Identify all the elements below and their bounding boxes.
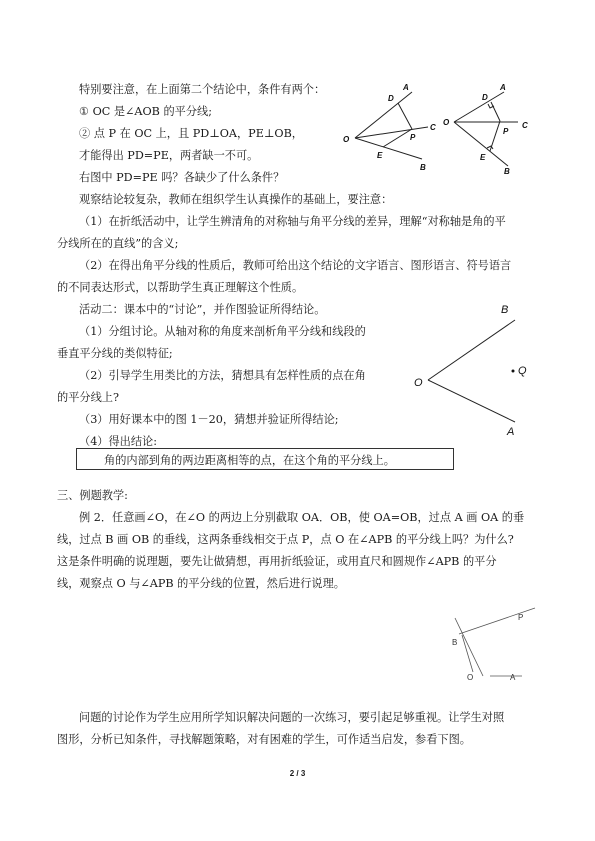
fig1-label-d: D bbox=[388, 94, 394, 103]
text-line: 才能得出 PD=PE，两者缺一不可。 bbox=[79, 149, 259, 162]
fig2-label-c: C bbox=[522, 121, 528, 130]
point-q-dot bbox=[512, 370, 515, 373]
text-line: 例 2．任意画∠O，在∠O 的两边上分别截取 OA．OB，使 OA=OB，过点 A 画 OA 的垂 bbox=[79, 511, 525, 524]
text-line: （4）得出结论: bbox=[79, 435, 158, 448]
figure-angle-bisector-1 bbox=[340, 80, 445, 175]
fig4-label-b: B bbox=[452, 638, 458, 647]
fig3-label-q: Q bbox=[518, 365, 527, 377]
figure-angle-point-q bbox=[405, 300, 545, 440]
text-line: 分线所在的直线”的含义; bbox=[57, 237, 179, 250]
text-line: （2）引导学生用类比的方法，猜想具有怎样性质的点在角 bbox=[79, 369, 366, 382]
fig1-label-p: P bbox=[410, 133, 416, 142]
text-line: 右图中 PD=PE 吗？各缺少了什么条件？ bbox=[79, 171, 285, 184]
text-line: 特别要注意，在上面第二个结论中，条件有两个： bbox=[79, 83, 326, 96]
fig2-label-e: E bbox=[480, 153, 486, 162]
fig3-label-a: A bbox=[507, 426, 515, 438]
figure-angle-bisector-2 bbox=[440, 80, 540, 175]
fig1-label-b: B bbox=[420, 163, 426, 172]
fig3-label-o: O bbox=[414, 377, 423, 389]
fig2-label-b: B bbox=[504, 167, 510, 176]
fig4-label-p: P bbox=[518, 613, 524, 622]
text-line: 线，观察点 O 与∠APB 的平分线的位置，然后进行说理。 bbox=[57, 577, 345, 590]
text-line: （1）分组讨论。从轴对称的角度来剖析角平分线和线段的 bbox=[79, 325, 366, 338]
conclusion-box bbox=[76, 448, 454, 470]
fig2-label-p: P bbox=[503, 127, 509, 136]
text-line: 活动二：课本中的“讨论”，并作图验证所得结论。 bbox=[79, 303, 326, 316]
fig2-label-d: D bbox=[482, 93, 488, 102]
fig2-label-o: O bbox=[443, 118, 450, 127]
conclusion-text: 角的内部到角的两边距离相等的点，在这个角的平分线上。 bbox=[104, 454, 395, 467]
text-line: （2）在得出角平分线的性质后，教师可给出这个结论的文字语言、图形语言、符号语言 bbox=[79, 259, 512, 272]
text-line: （3）用好课本中的图 1－20，猜想并验证所得结论; bbox=[79, 413, 339, 426]
text-line: 的不同表达形式，以帮助学生真正理解这个性质。 bbox=[57, 281, 304, 294]
text-line: （1）在折纸活动中，让学生辨清角的对称轴与角平分线的差异，理解“对称轴是角的平 bbox=[79, 215, 506, 228]
text-line: 的平分线上? bbox=[57, 391, 119, 404]
page-number: 2 / 3 bbox=[289, 769, 306, 778]
fig3-label-b: B bbox=[501, 304, 509, 316]
fig1-label-c: C bbox=[430, 123, 436, 132]
text-line: 这是条件明确的说理题，要先让做猜想，再用折纸验证，或用直尺和圆规作∠APB 的平分 bbox=[57, 555, 497, 568]
text-line: 线，过点 B 画 OB 的垂线，这两条垂线相交于点 P，点 O 在∠APB 的平分线上吗？为什么? bbox=[57, 533, 514, 546]
text-line: 图形，分析已知条件，寻找解题策略，对有困难的学生，可作适当启发，参看下图。 bbox=[57, 733, 471, 746]
fig1-label-a: A bbox=[403, 83, 409, 92]
fig2-label-a: A bbox=[500, 83, 506, 92]
fig1-label-o: O bbox=[343, 135, 350, 144]
fig1-label-e: E bbox=[377, 151, 383, 160]
fig4-label-o: O bbox=[467, 673, 474, 682]
text-line: ① OC 是∠AOB 的平分线; bbox=[79, 105, 212, 118]
section-heading: 三、例题教学: bbox=[57, 489, 128, 502]
text-line: 垂直平分线的类似特征; bbox=[57, 347, 173, 360]
text-line: ② 点 P 在 OC 上，且 PD⊥OA，PE⊥OB， bbox=[79, 127, 303, 140]
fig4-label-a: A bbox=[510, 673, 516, 682]
text-line: 问题的讨论作为学生应用所学知识解决问题的一次练习，要引起足够重视。让学生对照 bbox=[79, 711, 505, 724]
text-line: 观察结论较复杂，教师在组织学生认真操作的基础上，要注意： bbox=[79, 193, 393, 206]
figure-example-sketch bbox=[440, 600, 560, 690]
